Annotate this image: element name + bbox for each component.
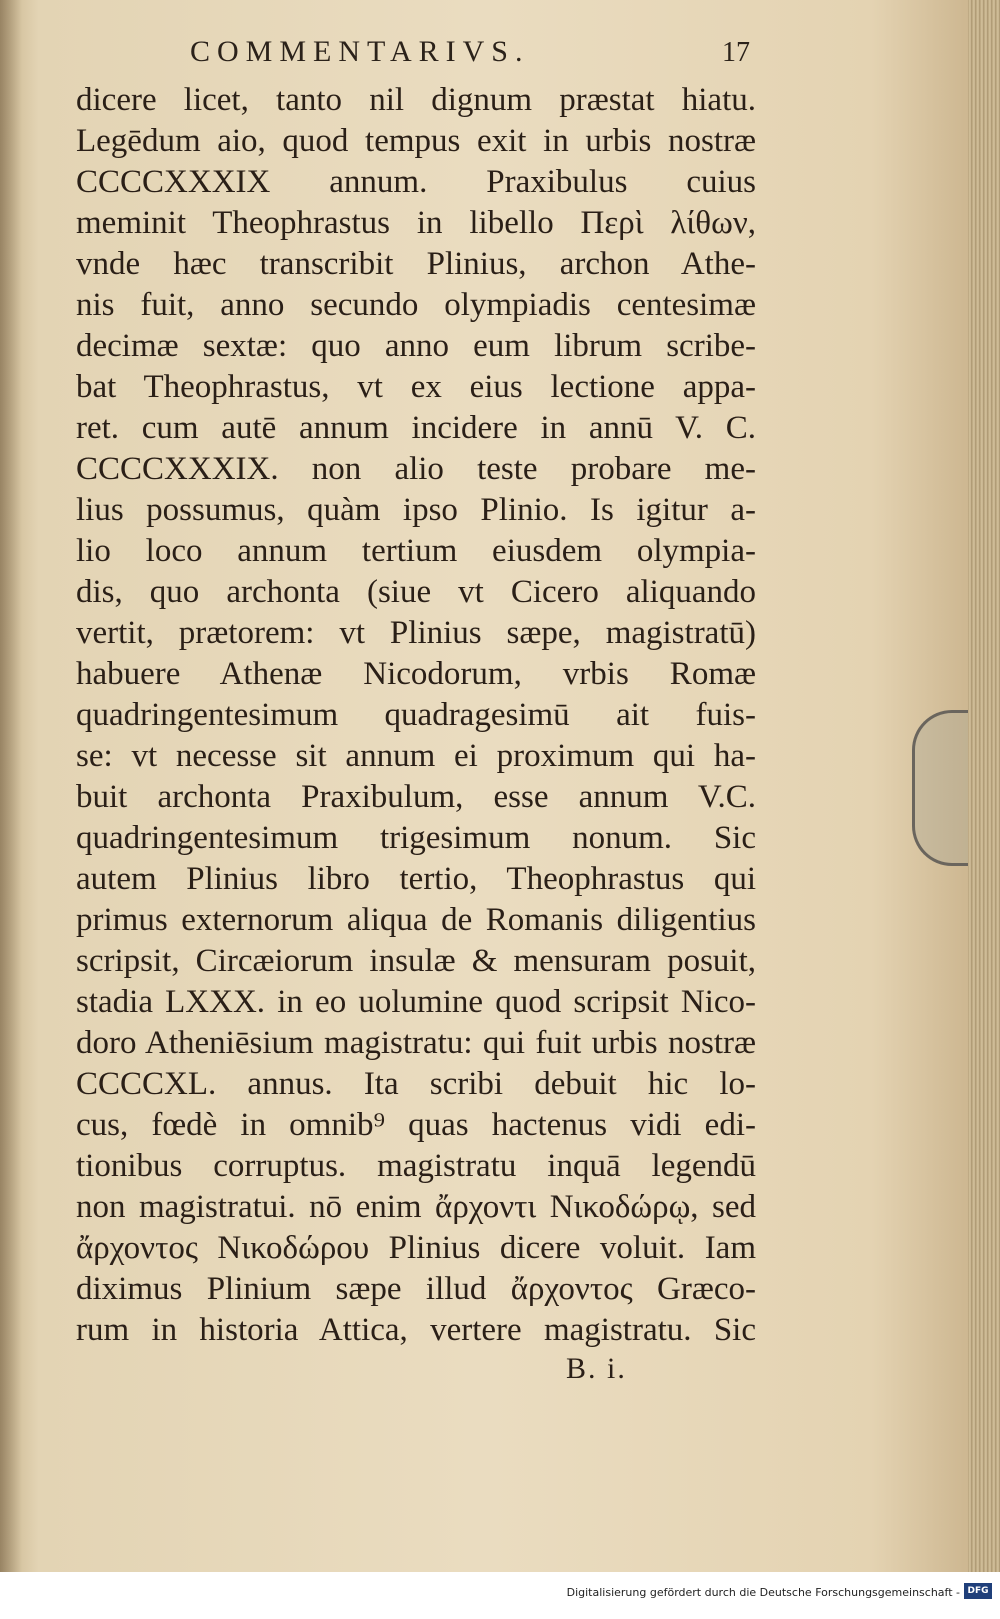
text-line: habuere Athenæ Nicodorum, vrbis Romæ <box>76 656 756 692</box>
text-line: scripsit, Circæiorum insulæ & mensuram posuit, <box>76 943 756 979</box>
text-line: bat Theophrastus, vt ex eius lectione appa- <box>76 369 756 405</box>
text-line: quadringentesimum quadragesimū ait fuis- <box>76 697 756 733</box>
text-line: doro Atheniēsium magistratu: qui fuit urbis nostræ <box>76 1025 756 1061</box>
text-line: decimæ sextæ: quo anno eum librum scribe- <box>76 328 756 364</box>
text-line: vnde hæc transcribit Plinius, archon Athe- <box>76 246 756 282</box>
text-line: lius possumus, quàm ipso Plinio. Is igitur a- <box>76 492 756 528</box>
text-line: vertit, prætorem: vt Plinius sæpe, magistratū) <box>76 615 756 651</box>
text-line: nis fuit, anno secundo olympiadis centesimæ <box>76 287 756 323</box>
text-line: ἄρχοντος Νικοδώρου Plinius dicere voluit. Iam <box>76 1230 756 1266</box>
text-line: diximus Plinium sæpe illud ἄρχοντος Græco- <box>76 1271 756 1307</box>
text-line: cus, fœdè in omnib⁹ quas hactenus vidi edi- <box>76 1107 756 1143</box>
text-line: stadia LXXX. in eo uolumine quod scripsit Nico- <box>76 984 756 1020</box>
text-line: Legēdum aio, quod tempus exit in urbis nostræ <box>76 123 756 159</box>
text-line: quadringentesimum trigesimum nonum. Sic <box>76 820 756 856</box>
running-head <box>190 35 750 75</box>
text-line: primus externorum aliqua de Romanis diligentius <box>76 902 756 938</box>
text-line: lio loco annum tertium eiusdem olympia- <box>76 533 756 569</box>
body-text <box>76 80 756 1351</box>
signature-mark: B. i. <box>566 1352 627 1385</box>
text-line: autem Plinius libro tertio, Theophrastus qui <box>76 861 756 897</box>
text-line: dis, quo archonta (siue vt Cicero aliquando <box>76 574 756 610</box>
text-line: tionibus corruptus. magistratu inquā legendū <box>76 1148 756 1184</box>
text-line: meminit Theophrastus in libello Περὶ λίθων, <box>76 205 756 241</box>
footer-credit: Digitalisierung gefördert durch die Deutsche Forschungsgemeinschaft - <box>566 1586 960 1599</box>
text-line: ret. cum autē annum incidere in annū V. C. <box>76 410 756 446</box>
running-title: COMMENTARIVS. <box>190 35 530 68</box>
bookmark-ribbon <box>912 710 971 866</box>
text-line: CCCCXXXIX. non alio teste probare me- <box>76 451 756 487</box>
page-number: 17 <box>722 37 750 68</box>
text-line: dicere licet, tanto nil dignum præstat hiatu. <box>76 82 756 118</box>
text-line: se: vt necesse sit annum ei proximum qui ha- <box>76 738 756 774</box>
text-line: rum in historia Attica, vertere magistratu. Sic <box>76 1312 756 1348</box>
text-line: non magistratui. nō enim ἄρχοντι Νικοδώρῳ, sed <box>76 1189 756 1225</box>
page-edge <box>968 0 1000 1572</box>
dfg-logo: DFG <box>964 1583 992 1599</box>
binding-shadow <box>0 0 22 1572</box>
text-line: CCCCXXXIX annum. Praxibulus cuius <box>76 164 756 200</box>
text-line: CCCCXL. annus. Ita scribi debuit hic lo- <box>76 1066 756 1102</box>
text-line: buit archonta Praxibulum, esse annum V.C. <box>76 779 756 815</box>
